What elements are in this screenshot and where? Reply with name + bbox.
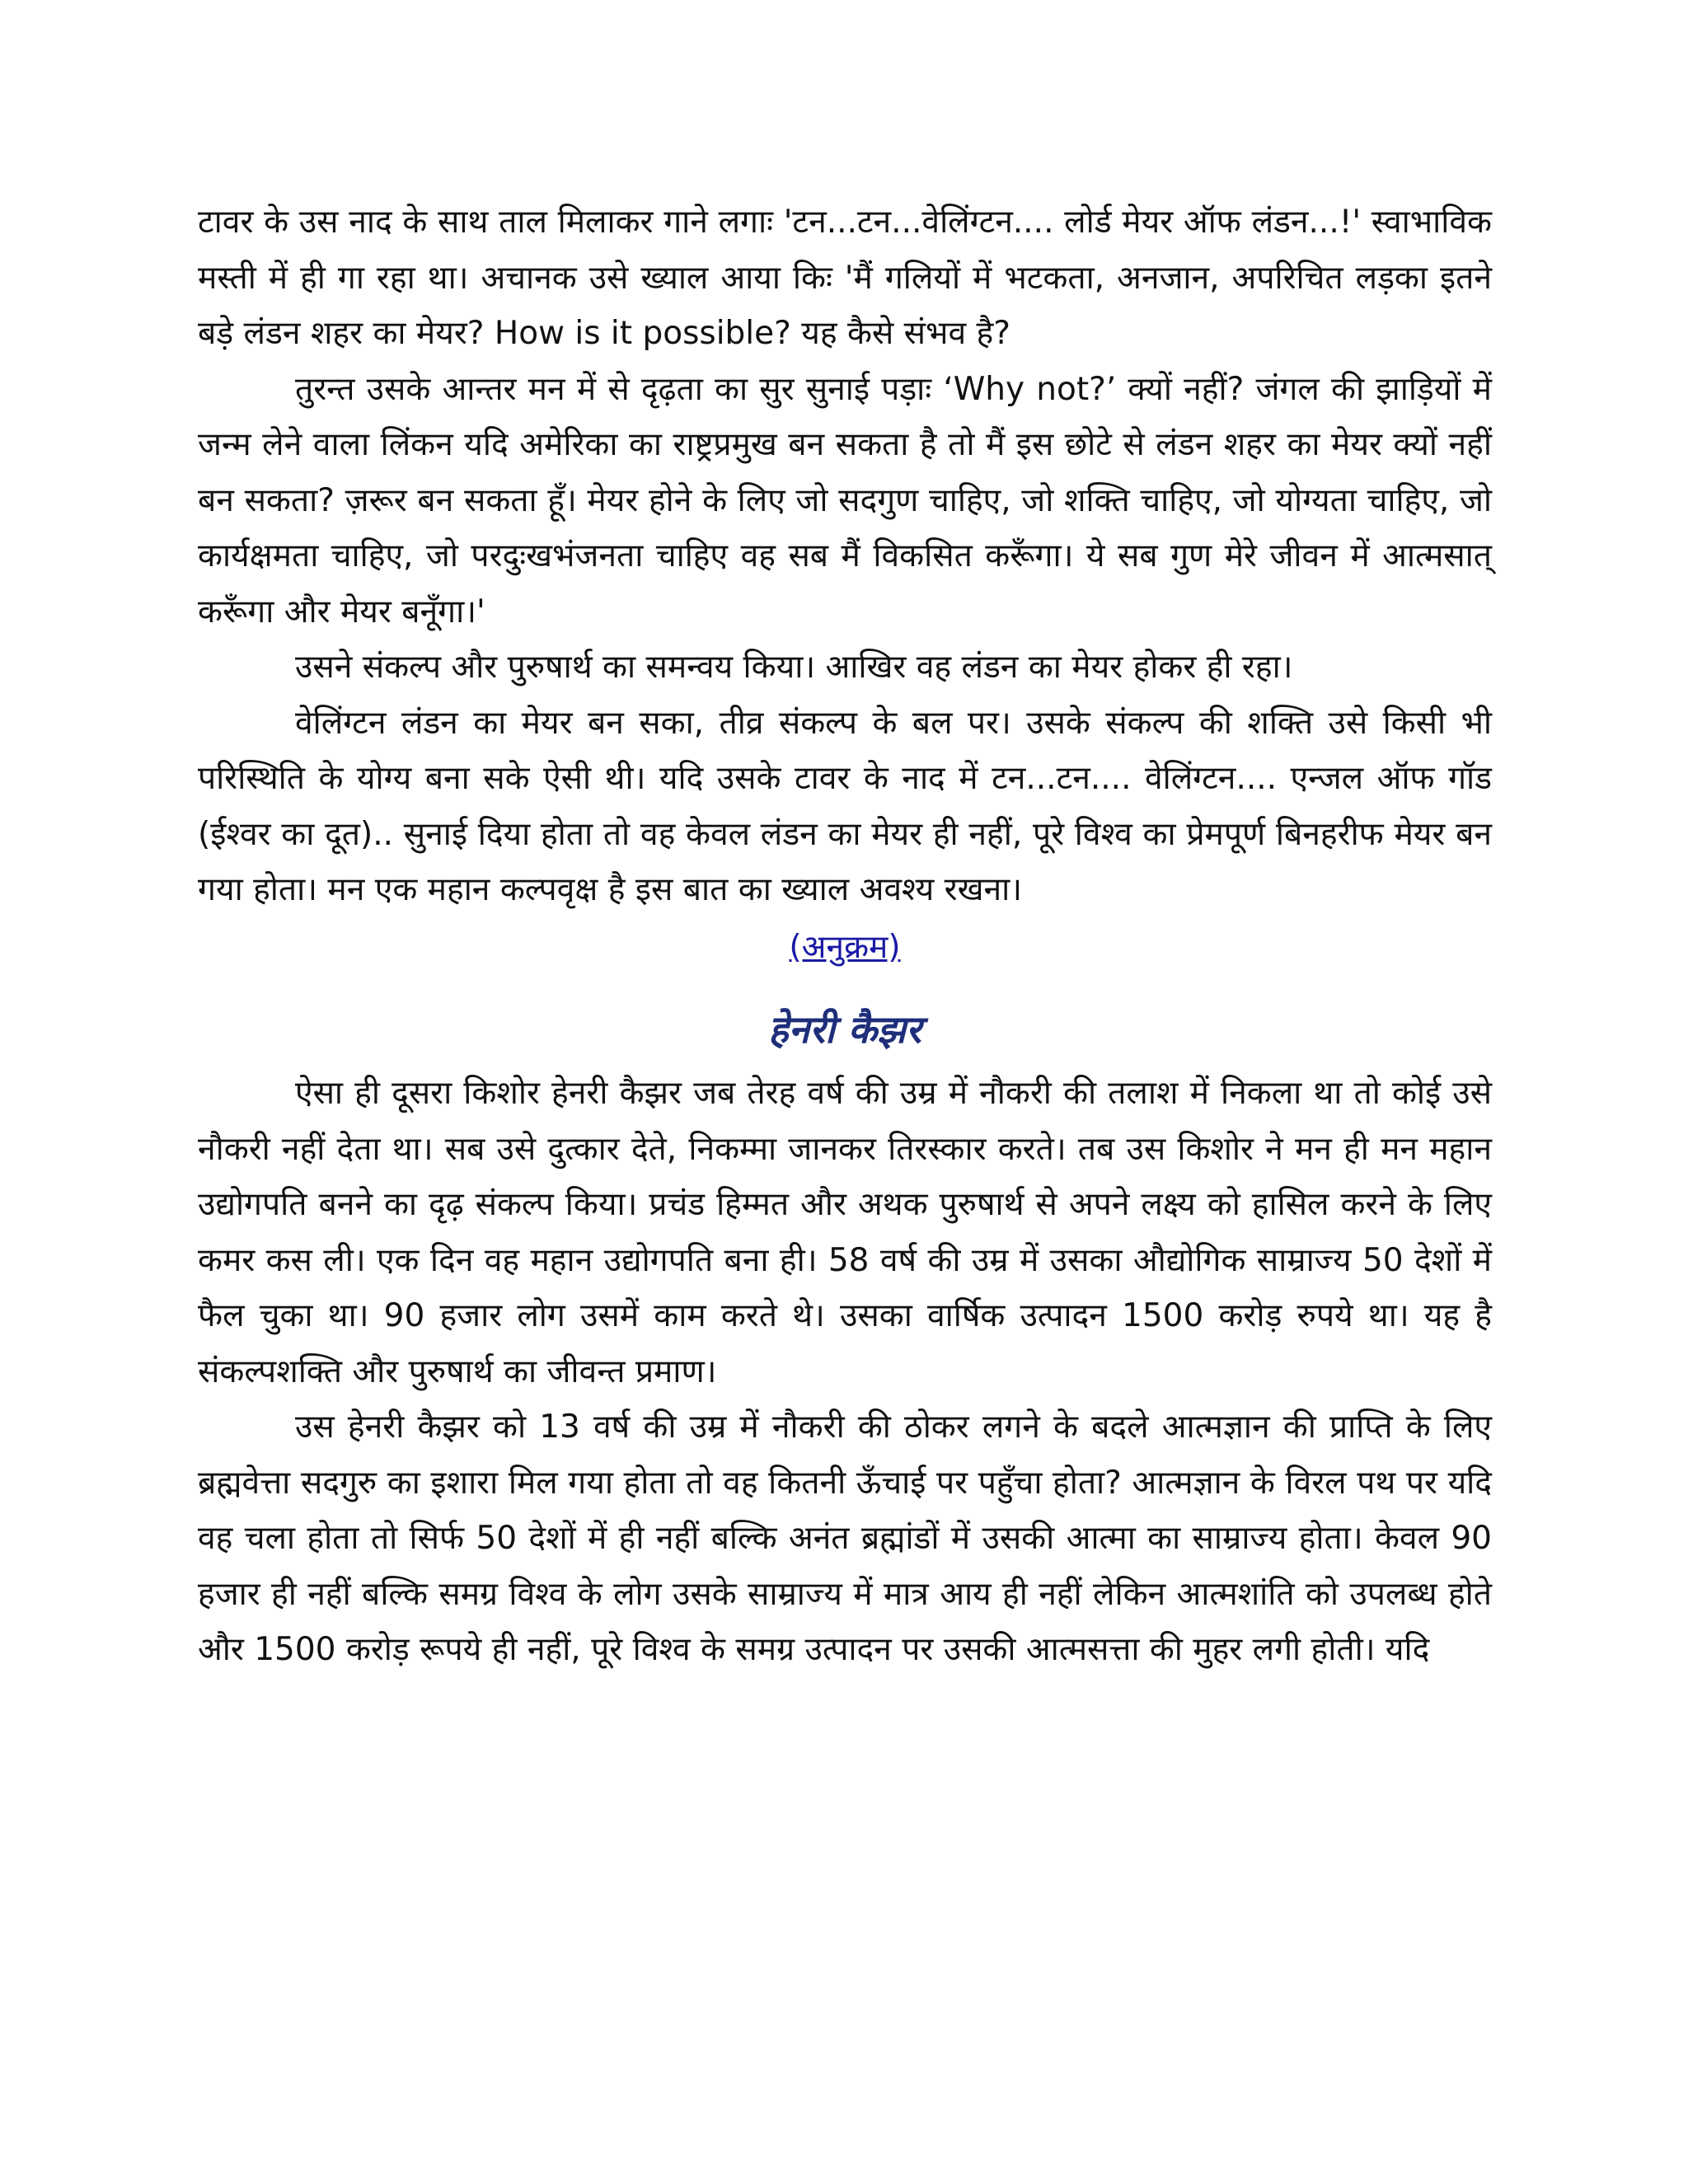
index-link-row: [198, 920, 1492, 976]
paragraph-why-not: तुरन्त उसके आन्तर मन में से दृढ़ता का सुर सुनाई पड़ाः ‘Why not?’ क्यों नहीं? जंगल की झाड़ियों में जन्म लेने वाला लिंकन यदि अमेरिका का राष्ट्रप्रमुख बन सकता है तो मैं इस छोटे से लंडन शहर का मेयर क्यों नहीं बन सकता? ज़रूर बन सकता हूँ। मेयर होने के लिए जो सदगुण चाहिए, जो शक्ति चाहिए, जो योग्यता चाहिए, जो कार्यक्षमता चाहिए, जो परदुःखभंजनता चाहिए वह सब मैं विकसित करूँगा। ये सब गुण मेरे जीवन में आत्मसात् करूँगा और मेयर बनूँगा।': [198, 370, 1492, 630]
index-link[interactable]: (अनुक्रम): [789, 928, 901, 966]
paragraph-sankalp-power: वेलिंग्टन लंडन का मेयर बन सका, तीव्र संकल्प के बल पर। उसके संकल्प की शक्ति उसे किसी भी परिस्थिति के योग्य बना सके ऐसी थी। यदि उसके टावर के नाद में टन...टन.... वेलिंग्टन.... एन्जल ऑफ गॉड (ईश्वर का दूत).. सुनाई दिया होता तो वह केवल लंडन का मेयर ही नहीं, पूरे विश्व का प्रेमपूर्ण बिनहरीफ मेयर बन गया होता। मन एक महान कल्पवृक्ष है इस बात का ख्याल अवश्य रखना।: [198, 704, 1492, 908]
document-page: [198, 194, 1492, 1678]
section-heading: हेनरी कैझर: [768, 1007, 921, 1052]
paragraph-henry-kaiser: ऐसा ही दूसरा किशोर हेनरी कैझर जब तेरह वर्ष की उम्र में नौकरी की तलाश में निकला था तो कोई उसे नौकरी नहीं देता था। सब उसे दुत्कार देते, निकम्मा जानकर तिरस्कार करते। तब उस किशोर ने मन ही मन महान उद्योगपति बनने का दृढ़ संकल्प किया। प्रचंड हिम्मत और अथक पुरुषार्थ से अपने लक्ष्य को हासिल करने के लिए कमर कस ली। एक दिन वह महान उद्योगपति बना ही। 58 वर्ष की उम्र में उसका औद्योगिक साम्राज्य 50 देशों में फैल चुका था। 90 हजार लोग उसमें काम करते थे। उसका वार्षिक उत्पादन 1500 करोड़ रुपये था। यह है संकल्पशक्ति और पुरुषार्थ का जीवन्त प्रमाण।: [198, 1075, 1492, 1390]
paragraph-tower-song: टावर के उस नाद के साथ ताल मिलाकर गाने लगाः 'टन...टन...वेलिंग्टन.... लोर्ड मेयर ऑफ लंडन...!' स्वाभाविक मस्ती में ही गा रहा था। अचानक उसे ख्याल आया किः 'मैं गलियों में भटकता, अनजान, अपरिचित लड़का इतने बड़े लंडन शहर का मेयर? How is it possible? यह कैसे संभव है?: [198, 204, 1492, 352]
paragraph-atmagyan: उस हेनरी कैझर को 13 वर्ष की उम्र में नौकरी की ठोकर लगने के बदले आत्मज्ञान की प्राप्ति के लिए ब्रह्मवेत्ता सदगुरु का इशारा मिल गया होता तो वह कितनी ऊँचाई पर पहुँचा होता? आत्मज्ञान के विरल पथ पर यदि वह चला होता तो सिर्फ 50 देशों में ही नहीं बल्कि अनंत ब्रह्मांडों में उसकी आत्मा का साम्राज्य होता। केवल 90 हजार ही नहीं बल्कि समग्र विश्व के लोग उसके साम्राज्य में मात्र आय ही नहीं लेकिन आत्मशांति को उपलब्ध होते और 1500 करोड़ रूपये ही नहीं, पूरे विश्व के समग्र उत्पादन पर उसकी आत्मसत्ता की मुहर लगी होती। यदि: [198, 1408, 1493, 1668]
paragraph-became-mayor: उसने संकल्प और पुरुषार्थ का समन्वय किया। आखिर वह लंडन का मेयर होकर ही रहा।: [295, 649, 1293, 686]
